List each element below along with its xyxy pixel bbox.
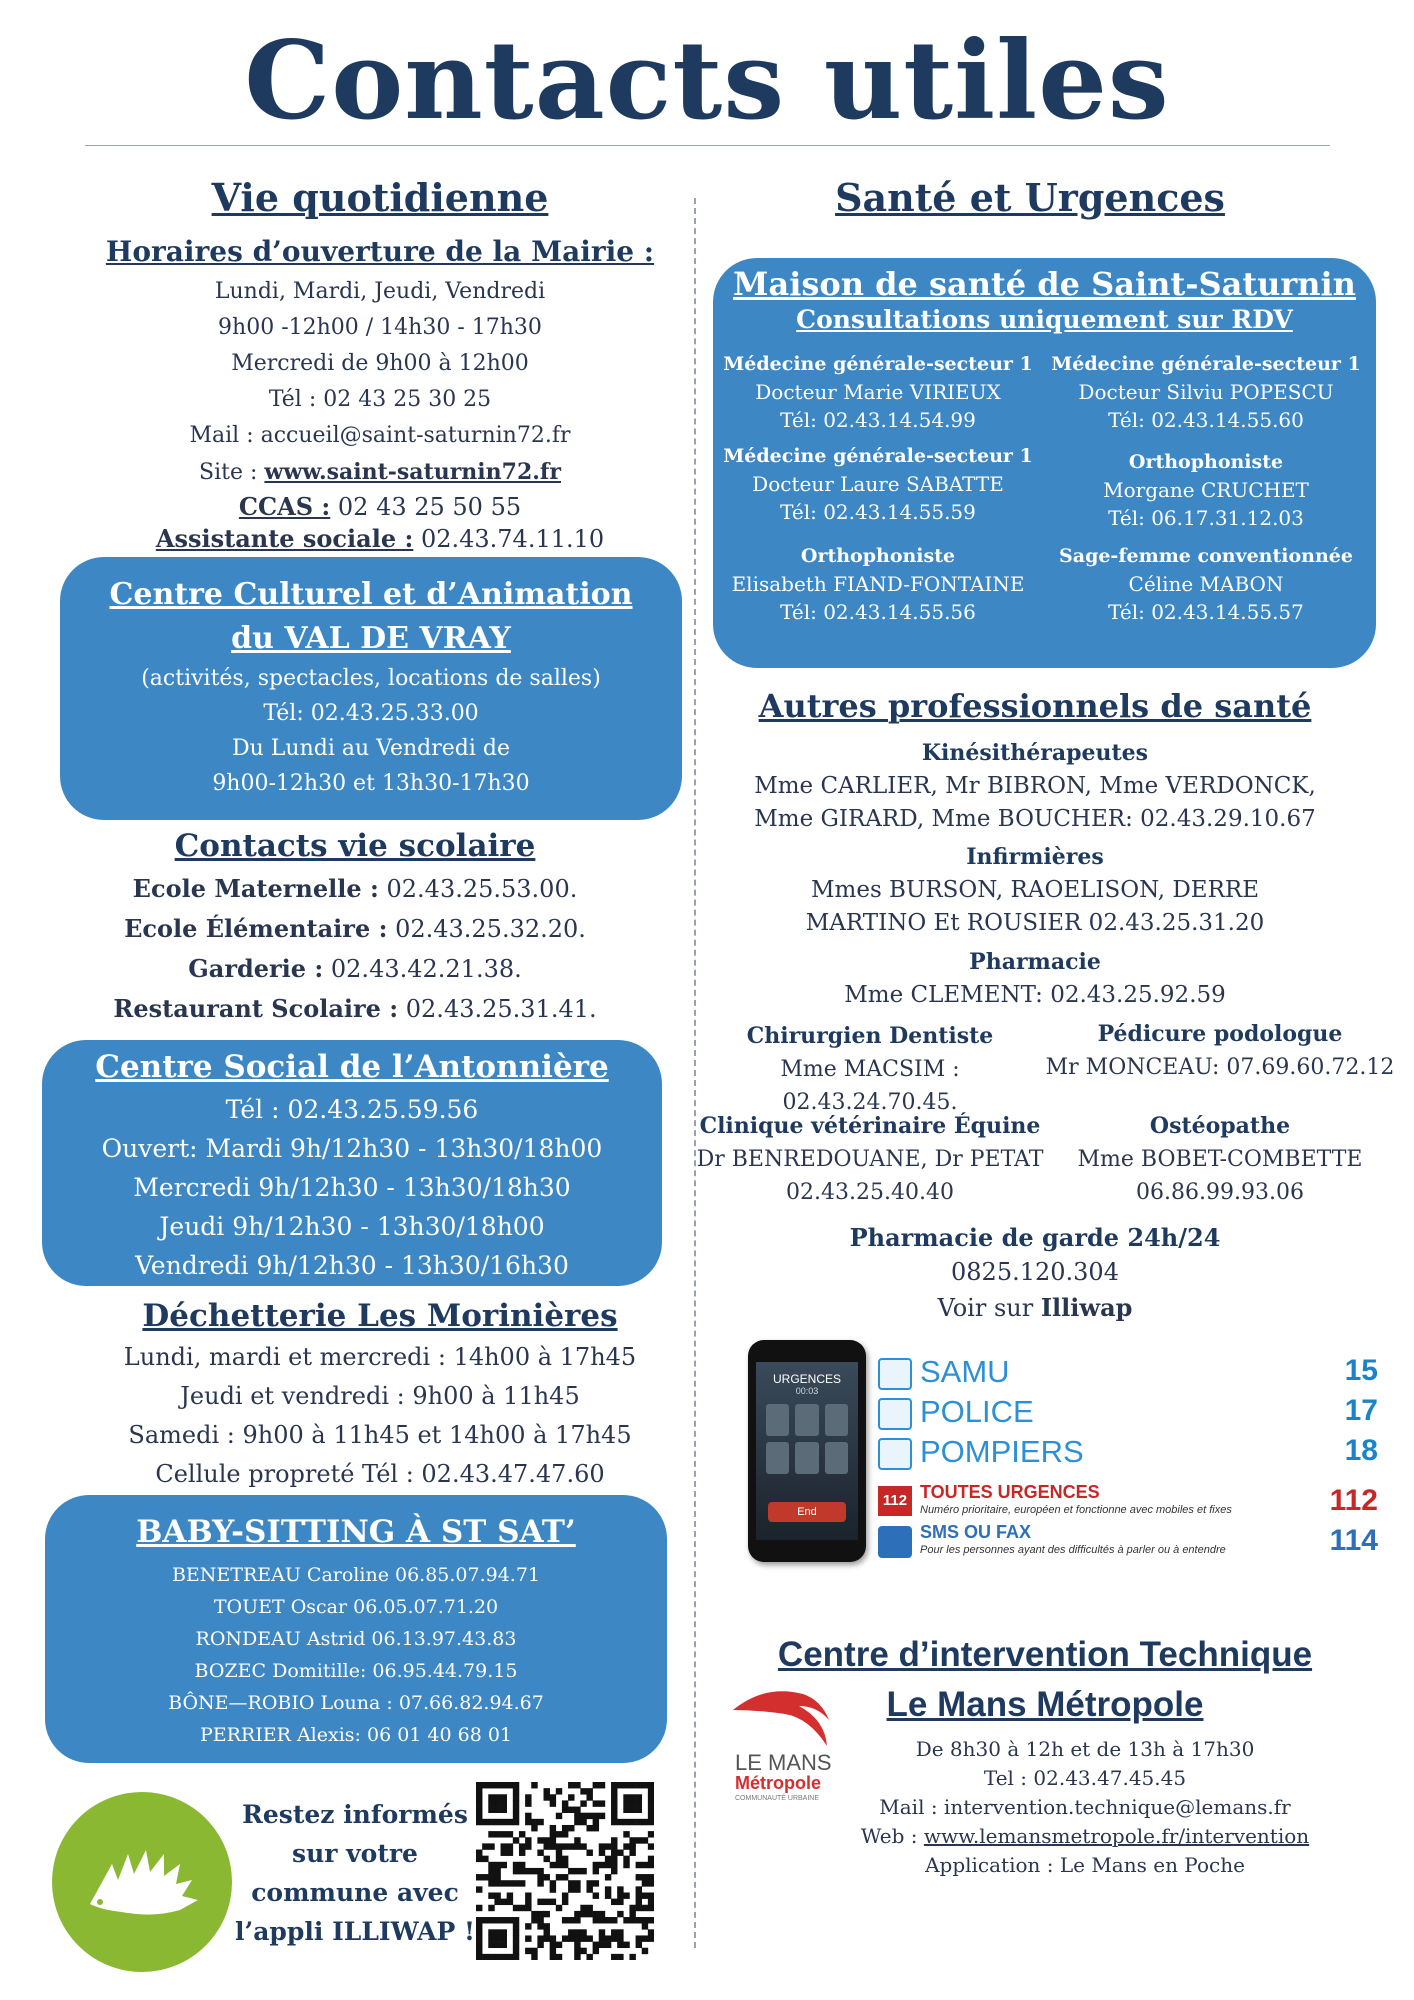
babysitter-entry: BOZEC Domitille: 06.95.44.79.15 [194,1660,518,1682]
doctor-card: Médecine générale-secteur 1 Docteur Marie VIRIEUX Tél: 02.43.14.54.99 [723,353,1033,432]
centre-social-line: Ouvert: Mardi 9h/12h30 - 13h30/18h00 [101,1134,603,1163]
pharmacie-block: Pharmacie Mme CLEMENT: 02.43.25.92.59 [844,949,1226,1008]
doctor-card: Médecine générale-secteur 1 Docteur Silviu POPESCU Tél: 02.43.14.55.60 [1051,353,1361,432]
qr-code[interactable] [476,1782,654,1960]
dechetterie-line: Samedi : 9h00 à 11h45 et 14h00 à 17h45 [128,1421,632,1449]
mairie-heading: Horaires d’ouverture de la Mairie : [105,235,655,268]
dechetterie-block [60,1294,700,1494]
hedgehog-icon [52,1792,232,1972]
badge-112: 112 [878,1486,912,1516]
autres-title: Autres professionnels de santé [758,687,1312,725]
page-title: Contacts utiles [244,18,1170,144]
dechetterie-line: Jeudi et vendredi : 9h00 à 11h45 [180,1382,580,1410]
dentiste-block: Chirurgien Dentiste Mme MACSIM : 02.43.24.70.45. [746,1023,994,1115]
pedicure-block: Pédicure podologue Mr MONCEAU: 07.69.60.72.12 [1045,1021,1395,1080]
scolaire-item: Ecole Maternelle : 02.43.25.53.00. [132,874,578,903]
babysitting-title: BABY-SITTING À ST SAT’ [136,1514,576,1550]
phone-screen-title: URGENCES [772,1372,841,1386]
cit-web: Web : www.lemansmetropole.fr/intervention [860,1824,1310,1848]
ambulance-icon [878,1358,912,1390]
illiwap-text: Restez informés sur votre commune avec l’appli ILLIWAP ! [235,1800,475,1946]
phone-end-button: End [768,1502,846,1522]
centre-social-line: Mercredi 9h/12h30 - 13h30/18h30 [133,1173,571,1202]
mairie-block [60,232,700,555]
centre-culturel-line: Du Lundi au Vendredi de [231,736,511,761]
section-title-vie-quotidienne: Vie quotidienne [211,175,549,220]
assistante-label: Assistante sociale : [155,524,414,553]
emergency-row: SAMU 15 [878,1356,1378,1392]
cit-title: Le Mans Métropole [886,1685,1204,1724]
mairie-line: 9h00 -12h00 / 14h30 - 17h30 [218,315,542,340]
ccas-value: 02 43 25 50 55 [330,493,522,521]
doctor-card: Sage-femme conventionnée Céline MABON Tél: 02.43.14.55.57 [1059,545,1353,624]
hearing-icon [878,1526,912,1558]
phone-screen [756,1362,858,1540]
cit-line: Tel : 02.43.47.45.45 [983,1766,1187,1790]
site-label: Site : [199,460,265,485]
babysitter-entry: TOUET Oscar 06.05.07.71.20 [213,1596,499,1618]
phone-keypad [766,1404,848,1474]
dechetterie-line: Cellule propreté Tél : 02.43.47.47.60 [155,1460,605,1488]
cit-line: Application : Le Mans en Poche [925,1853,1245,1877]
emergency-row-114: SMS OU FAX Pour les personnes ayant des difficultés à parler ou à entendre 114 [878,1524,1378,1564]
logo-line: LE MANS [735,1750,832,1775]
scolaire-item: Garderie : 02.43.42.21.38. [188,954,522,983]
police-car-icon [878,1398,912,1430]
fire-truck-icon [878,1438,912,1470]
veterinaire-block: Clinique vétérinaire Équine Dr BENREDOUANE, Dr PETAT 02.43.25.40.40 [696,1113,1044,1205]
scolaire-item: Ecole Élémentaire : 02.43.25.32.20. [124,914,586,943]
ccas-label: CCAS : [238,492,331,521]
centre-culturel-line: 9h00-12h30 et 13h30-17h30 [212,771,530,796]
centre-social-box [42,1040,662,1286]
cit-line: Mail : intervention.technique@lemans.fr [879,1795,1291,1819]
infirmieres-block: Infirmières Mmes BURSON, RAOELISON, DERRE MARTINO Et ROUSIER 02.43.25.31.20 [805,844,1265,936]
emergency-row: POMPIERS 18 [878,1436,1378,1472]
assistante-line [60,523,700,555]
emergency-row-112: 112 TOUTES URGENCES Numéro prioritaire, européen et fonctionne avec mobiles et fixes 112 [878,1484,1378,1524]
scolaire-block [60,823,650,1029]
babysitting-box [45,1495,667,1763]
assistante-value: 02.43.74.11.10 [413,525,605,553]
centre-culturel-line: (activités, spectacles, locations de salles) [141,666,601,691]
mairie-line: Lundi, Mardi, Jeudi, Vendredi [214,279,546,304]
doctor-card: Médecine générale-secteur 1 Docteur Laure SABATTE Tél: 02.43.14.55.59 [723,445,1033,524]
phone-illustration [748,1340,866,1562]
kine-block: Kinésithérapeutes Mme CARLIER, Mr BIBRON, Mme VERDONCK, Mme GIRARD, Mme BOUCHER: 02.43.29.10.67 [754,740,1316,832]
maison-sante-title: Maison de santé de Saint-Saturnin [733,265,1356,303]
scolaire-item: Restaurant Scolaire : 02.43.25.31.41. [113,994,597,1023]
centre-culturel-title: Centre Culturel et d’Animation [109,577,633,612]
cit-web-link[interactable]: www.lemansmetropole.fr/intervention [923,1824,1310,1848]
doctor-card: Orthophoniste Elisabeth FIAND-FONTAINE Tél: 02.43.14.55.56 [731,545,1025,624]
mairie-site [60,454,700,491]
cit-line: De 8h30 à 12h et de 13h à 17h30 [915,1737,1255,1761]
scolaire-title: Contacts vie scolaire [174,828,536,864]
mairie-line: Mercredi de 9h00 à 12h00 [231,351,529,376]
dechetterie-title: Déchetterie Les Morinières [142,1298,618,1334]
mairie-email: Mail : accueil@saint-saturnin72.fr [189,423,571,448]
maison-sante-box [713,258,1376,668]
babysitter-entry: BÔNE—ROBIO Louna : 07.66.82.94.67 [168,1692,544,1714]
centre-social-line: Jeudi 9h/12h30 - 13h30/18h00 [159,1212,545,1241]
osteopathe-block: Ostéopathe Mme BOBET-COMBETTE 06.86.99.93.06 [1077,1113,1363,1205]
logo-line: COMMUNAUTÉ URBAINE [735,1795,820,1802]
maison-sante-subtitle: Consultations uniquement sur RDV [796,305,1293,334]
cit-info [780,1735,1390,1880]
qr-code-icon [476,1782,654,1960]
mairie-phone: Tél : 02 43 25 30 25 [268,387,492,412]
title-divider [85,145,1330,146]
babysitter-entry: RONDEAU Astrid 06.13.97.43.83 [195,1628,517,1650]
doctor-card: Orthophoniste Morgane CRUCHET Tél: 06.17.31.12.03 [1103,451,1309,530]
phone-time: 00:03 [795,1386,819,1396]
babysitter-entry: PERRIER Alexis: 06 01 40 68 01 [199,1724,513,1746]
centre-culturel-box [60,557,682,820]
pharmacie-garde-block: Pharmacie de garde 24h/24 0825.120.304 Voir sur Illiwap [849,1223,1221,1322]
logo-line: Métropole [735,1773,822,1793]
emergency-row: POLICE 17 [878,1396,1378,1432]
centre-culturel-title: du VAL DE VRAY [231,621,511,656]
dechetterie-line: Lundi, mardi et mercredi : 14h00 à 17h45 [123,1343,637,1371]
ccas-line [60,491,700,523]
centre-social-line: Vendredi 9h/12h30 - 13h30/16h30 [135,1251,569,1280]
cit-title: Centre d’intervention Technique [777,1635,1313,1674]
illiwap-logo [52,1792,232,1972]
centre-social-title: Centre Social de l’Antonnière [95,1049,609,1085]
illiwap-link[interactable]: Illiwap [1040,1293,1133,1322]
section-title-sante: Santé et Urgences [835,175,1225,220]
babysitter-entry: BENETREAU Caroline 06.85.07.94.71 [171,1564,541,1586]
centre-social-line: Tél : 02.43.25.59.56 [225,1095,479,1124]
centre-culturel-line: Tél: 02.43.25.33.00 [263,701,479,726]
site-link[interactable]: www.saint-saturnin72.fr [264,459,561,485]
